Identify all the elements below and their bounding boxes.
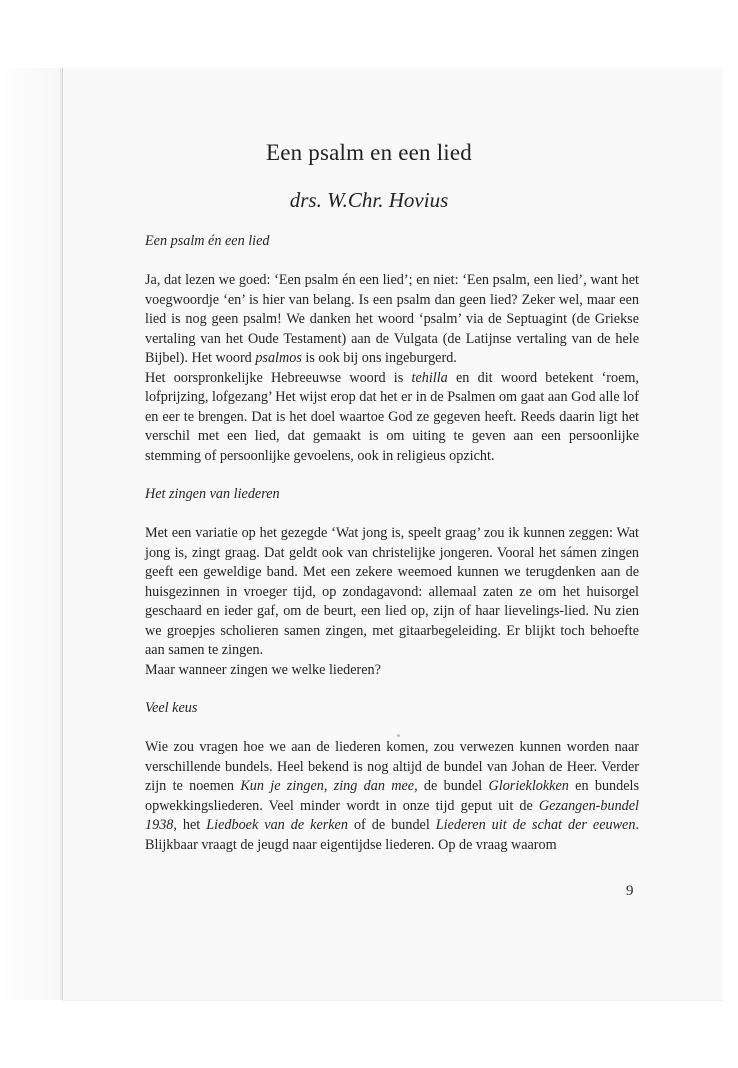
text-run: , het (173, 817, 207, 833)
italic-run: tehilla (411, 369, 448, 386)
article-title: Een psalm en een lied (265, 140, 472, 165)
text-run: , de bundel (414, 778, 489, 794)
heading-spacer (145, 505, 639, 524)
text-run: Maar wanneer zingen we welke liederen? (145, 661, 381, 678)
paragraph (145, 271, 639, 369)
text-run: is ook bij ons ingeburgerd. (301, 350, 457, 366)
italic-run: Liederen uit de schat der eeuwen (435, 817, 636, 833)
text-run: Het oorspronkelijke Hebreeuwse woord is (145, 369, 412, 386)
paragraph (145, 369, 639, 467)
scan-speck (397, 734, 400, 737)
italic-run: Gezangen-bundel 1938 (145, 797, 639, 833)
italic-run: Kun je zingen, zing dan mee (240, 778, 415, 794)
heading-spacer (145, 719, 639, 738)
section-spacer (145, 466, 639, 485)
text-run: en dit woord betekent ‘roem, lofprijzing, lofgezang’ Het wijst erop dat het er in de Psalmen om gaat aan God alle lof en eer te brengen. Dat is het doel waartoe God ze gegeven heeft. Reeds daarin ligt het verschil met een lied, dat gemaakt is om uiting te geven aan een persoonlijke stemming of persoonlijke gevoelens, ook in religieus opzicht. (145, 369, 639, 464)
article-body (145, 232, 639, 855)
section-heading: Het zingen van liederen (145, 486, 280, 502)
paragraph (145, 524, 639, 661)
page-number: 9 (626, 883, 634, 899)
section-heading: Een psalm én een lied (145, 233, 270, 249)
heading-spacer (145, 252, 639, 271)
italic-run: Liedboek van de kerken (206, 817, 348, 833)
section-spacer (145, 680, 639, 699)
text-run: Ja, dat lezen we goed: ‘Een psalm én een lied’; en niet: ‘Een psalm, een lied’, want het voegwoordje ‘en’ is hier van belang. Is een psalm dan geen lied? Zeker wel, maar een lied is nog geen psalm! We danken het woord ‘psalm’ via de Septuagint (de Griekse vertaling van het Oude Testament) aan de Vulgata (de Latijnse vertaling van de hele Bijbel). Het woord (145, 272, 639, 366)
text-run: Wie zou vragen hoe we aan de liederen komen, zou verwezen kunnen worden naar verschillende bundels. Heel bekend is nog altijd de bundel van Johan de Heer. Verder zijn te noemen (145, 739, 639, 794)
paragraph (145, 661, 639, 681)
article-author: drs. W.Chr. Hovius (289, 188, 449, 212)
text-run: en bundels opwekkingsliederen. Veel minder wordt in onze tijd geput uit de (145, 778, 639, 814)
italic-run: Glorieklokken (488, 778, 569, 794)
text-run: . Blijkbaar vraagt de jeugd naar eigentijdse liederen. Op de vraag waarom (145, 817, 639, 853)
italic-run: psalmos (255, 350, 302, 366)
section-heading: Veel keus (145, 700, 198, 716)
paragraph (145, 738, 639, 855)
text-run: of de bundel (347, 817, 436, 833)
text-run: Met een variatie op het gezegde ‘Wat jong is, speelt graag’ zou ik kunnen zeggen: Wat jong is, zingt graag. Dat geldt ook van christelijke jongeren. Vooral het sámen zingen geeft een geweldige band. Met een zekere weemoed kunnen we terugdenken aan de huisgezinnen in vroeger tijd, op zondagavond: allemaal zaten ze om het huisorgel geschaard en ieder gaf, om de beurt, een lied op, zijn of haar lievelings-lied. Nu zien we groepjes scholieren samen zingen, met gitaarbegeleiding. Er blijkt toch behoefte aan samen te zingen. (145, 525, 639, 658)
